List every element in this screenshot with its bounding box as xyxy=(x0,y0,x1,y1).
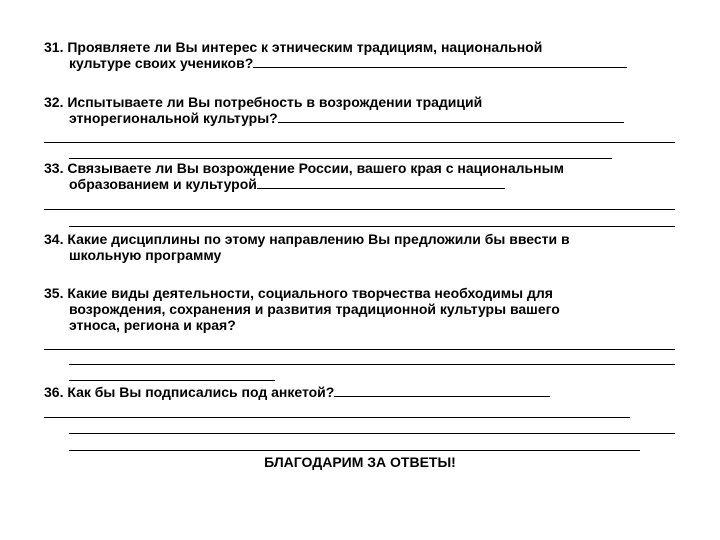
question-33-text-cont: образованием и культурой xyxy=(69,176,257,192)
question-34-number: 34. xyxy=(44,231,64,247)
question-31-text-cont: культуре своих учеников? xyxy=(69,55,254,71)
question-35-text-cont-1: возрождения, сохранения и развития традиционной культуры вашего xyxy=(69,301,560,317)
question-32-text: Испытываете ли Вы потребность в возрождении традиций xyxy=(67,94,483,110)
question-31-line-2 xyxy=(69,55,627,71)
answer-33-blank[interactable] xyxy=(257,176,505,189)
question-32-text-cont: этнорегиональной культуры? xyxy=(69,110,278,126)
answer-33-line-2[interactable] xyxy=(69,226,675,227)
question-36-line-1 xyxy=(44,384,550,400)
question-35-line-2 xyxy=(69,301,560,317)
question-34-text: Какие дисциплины по этому направлению Вы предложили бы ввести в xyxy=(67,231,570,247)
answer-35-line-2[interactable] xyxy=(69,364,675,365)
question-33-text: Связываете ли Вы возрождение России, вашего края с национальным xyxy=(67,160,564,176)
question-34-line-1 xyxy=(44,231,570,247)
question-35-text-cont-2: этноса, региона и края? xyxy=(69,317,236,333)
question-33-line-2 xyxy=(69,176,505,192)
thank-you-footer: БЛАГОДАРИМ ЗА ОТВЕТЫ! xyxy=(264,454,456,470)
question-31-number: 31. xyxy=(44,39,64,55)
question-32-number: 32. xyxy=(44,94,64,110)
question-35-line-3 xyxy=(69,317,236,333)
question-36-number: 36. xyxy=(44,384,64,400)
question-35-text: Какие виды деятельности, социального творчества необходимы для xyxy=(67,285,553,301)
answer-36-line-2[interactable] xyxy=(69,433,675,434)
answer-35-line-1[interactable] xyxy=(44,349,675,350)
answer-32-blank[interactable] xyxy=(278,110,624,123)
question-31-line-1 xyxy=(44,39,542,55)
answer-36-line-3[interactable] xyxy=(69,450,640,451)
question-36-text: Как бы Вы подписались под анкетой? xyxy=(67,384,335,400)
question-32-line-1 xyxy=(44,94,482,110)
answer-36-blank[interactable] xyxy=(334,384,550,397)
question-31-text: Проявляете ли Вы интерес к этническим традициям, национальной xyxy=(67,39,543,55)
question-33-line-1 xyxy=(44,160,564,176)
answer-32-line-2[interactable] xyxy=(69,158,612,159)
answer-33-line-1[interactable] xyxy=(44,209,675,210)
question-35-number: 35. xyxy=(44,285,64,301)
question-34-line-2 xyxy=(69,247,221,263)
question-35-line-1 xyxy=(44,285,553,301)
question-32-line-2 xyxy=(69,110,624,126)
answer-36-line-1[interactable] xyxy=(44,417,630,418)
question-34-text-cont: школьную программу xyxy=(69,247,222,263)
answer-32-line-1[interactable] xyxy=(44,142,675,143)
answer-35-line-3[interactable] xyxy=(69,380,275,381)
question-33-number: 33. xyxy=(44,160,64,176)
answer-31-blank[interactable] xyxy=(253,55,627,68)
